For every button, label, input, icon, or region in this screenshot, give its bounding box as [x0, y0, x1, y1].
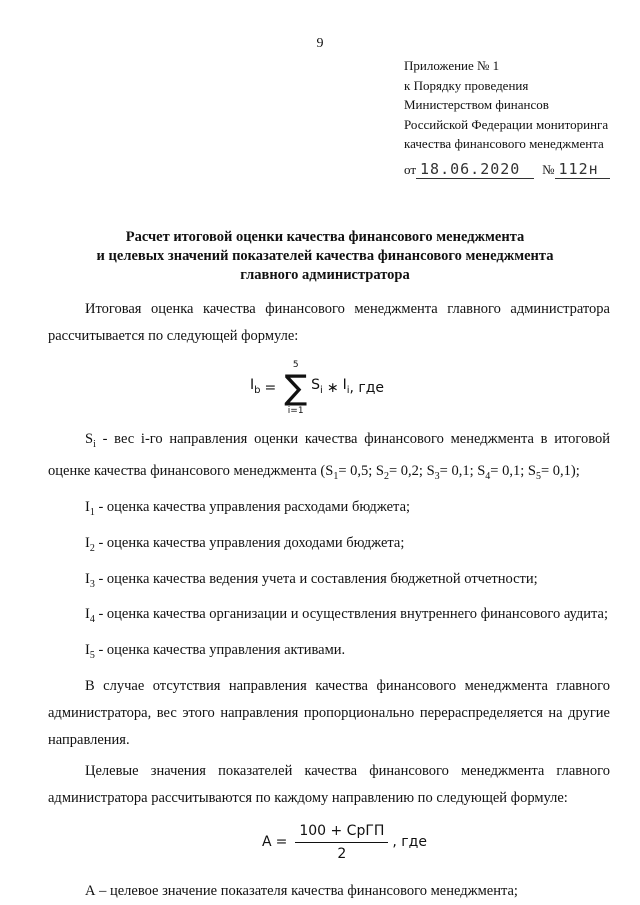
appendix-line-4: Российской Федерации мониторинга	[404, 116, 609, 132]
paragraph-target-values: Целевые значения показателей качества финансового менеджмента главного администратора рассчитываются по каждому направлению по следующей формуле:	[48, 763, 610, 807]
formula-total-score	[48, 350, 610, 426]
formula2-denominator: 2	[337, 846, 347, 863]
number-prefix: №	[542, 162, 555, 177]
formula1-lhs: $I_b$	[250, 377, 261, 396]
formula1-term2: $I_i$	[342, 377, 350, 396]
title-line-1: Расчет итоговой оценки качества финансового менеджмента	[125, 229, 525, 245]
word-conduct: проведения	[464, 77, 529, 93]
word-order: Порядку	[413, 77, 462, 93]
appendix-title: Приложение № 1	[404, 58, 500, 73]
formula1-suffix: , где	[349, 379, 385, 396]
definition-a: А – целевое значение показателя качества финансового менеджмента;	[85, 883, 518, 900]
paragraph-absent-direction: В случае отсутствия направления качества финансового менеджмента главного администратора, вес этого направления пропорционально перераспределяется на другие направления.	[48, 678, 610, 749]
formula-target-value	[48, 812, 610, 878]
sum-symbol: 5 ∑ i=1	[284, 360, 308, 416]
appendix-header	[404, 56, 610, 154]
formula2-numerator: 100 + СрГП	[295, 822, 388, 843]
order-date: 18.06.2020	[416, 160, 534, 179]
page-number: 9	[316, 36, 324, 51]
document-body	[48, 296, 610, 905]
definition-i3: $I_3$ - оценка качества ведения учета и составления бюджетной отчетности;	[85, 570, 538, 590]
formula2-suffix: , где	[392, 834, 427, 851]
definition-i1: $I_1$ - оценка качества управления расходами бюджета;	[85, 498, 411, 518]
formula2-fraction	[295, 822, 388, 863]
formula2-eq: =	[275, 834, 288, 851]
appendix-line-2	[404, 76, 610, 96]
definition-i5: $I_5$ - оценка качества управления активами.	[85, 642, 346, 662]
word-ministry: Министерством	[404, 97, 493, 112]
title-line-2: и целевых значений показателей качества финансового менеджмента	[96, 248, 554, 264]
definition-i4: $I_4$ - оценка качества организации и осуществления внутреннего финансового аудита;	[85, 606, 608, 626]
paragraph-intro: Итоговая оценка качества финансового менеджмента главного администратора рассчитывается по следующей формуле:	[48, 301, 610, 344]
order-date-line	[404, 160, 610, 179]
date-prefix: от	[404, 162, 417, 177]
formula1-eq: =	[264, 379, 277, 396]
order-number: 112н	[555, 160, 610, 179]
appendix-line-3	[404, 95, 610, 115]
document-title	[70, 228, 580, 285]
word-k: к	[404, 77, 411, 93]
definition-i2: $I_2$ - оценка качества управления доходами бюджета;	[85, 534, 405, 554]
formula2-lhs: A	[262, 834, 272, 851]
definition-s: $S_i$ - вес i-го направления оценки качества финансового менеджмента в итоговой оценке качества финансового менеджмента ($S_1= 0,5$; $S_2= 0,2$; $S_3= 0,1$; $S_4= 0,1$; $S_5= 0,1$);	[48, 431, 610, 482]
appendix-line-5: качества финансового менеджмента	[404, 136, 604, 151]
word-finance: финансов	[495, 97, 549, 112]
formula1-term: $S_i$	[311, 377, 323, 396]
title-line-3: главного администратора	[240, 267, 410, 283]
formula1-op: ∗	[326, 379, 339, 396]
